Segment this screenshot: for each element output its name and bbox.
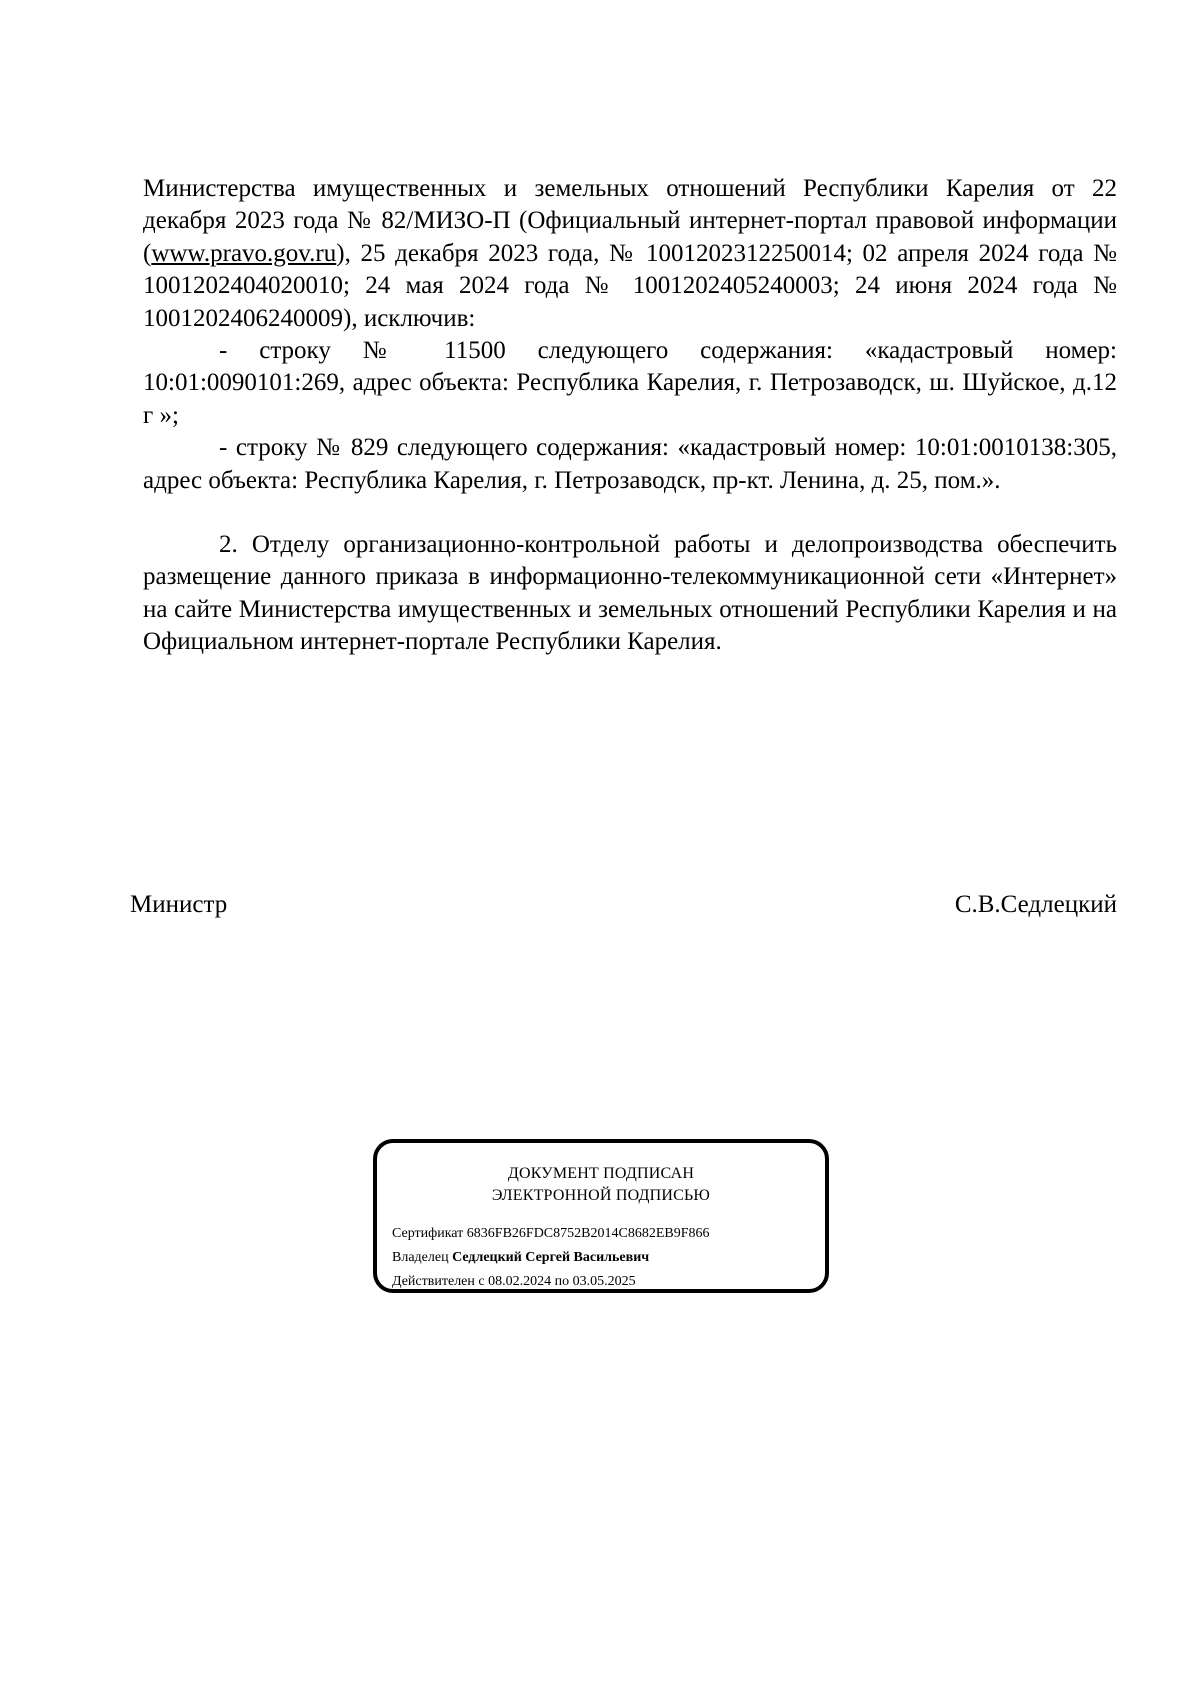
validity-from: 08.02.2024 xyxy=(488,1274,552,1289)
stamp-owner xyxy=(392,1249,649,1267)
stamp-title-line-1: ДОКУМЕНТ ПОДПИСАН xyxy=(507,1165,695,1182)
stamp-title xyxy=(377,1163,825,1207)
validity-label: Действителен с xyxy=(392,1274,485,1289)
pravo-gov-link[interactable]: www.pravo.gov.ru xyxy=(151,239,337,267)
validity-to: 03.05.2025 xyxy=(572,1274,636,1289)
exclusion-item-11500: - строку № 11500 следующего содержания: «кадастровый номер: 10:01:0090101:269, адрес объекта: Республика Карелия, г. Петрозаводск, ш. Шуйское, д.12 г »; xyxy=(143,337,1117,429)
paragraph-text-part-1: Министерства имущественных и земельных отношений Республики Карелия от 22 декабря 2023 года № 82/МИЗО-П (Официальный интернет-портал правовой информации ( xyxy=(143,175,1117,267)
paragraph-continuation xyxy=(143,173,1117,335)
signer-role: Министр xyxy=(130,891,228,918)
certificate-label: Сертификат xyxy=(392,1226,464,1241)
electronic-signature-stamp xyxy=(373,1139,829,1293)
validity-to-label: по xyxy=(554,1274,570,1289)
stamp-validity xyxy=(392,1273,636,1291)
document-body xyxy=(143,173,1117,659)
exclusion-item-829: - строку № 829 следующего содержания: «кадастровый номер: 10:01:0010138:305, адрес объекта: Республика Карелия, г. Петрозаводск, пр-кт. Ленина, д. 25, пом.». xyxy=(143,434,1117,494)
owner-value: Седлецкий Сергей Васильевич xyxy=(452,1250,650,1265)
stamp-title-line-2: ЭЛЕКТРОННОЙ ПОДПИСЬЮ xyxy=(491,1187,711,1204)
owner-label: Владелец xyxy=(392,1250,449,1265)
signer-name: С.В.Седлецкий xyxy=(954,891,1117,918)
certificate-value: 6836FB26FDC8752B2014C8682EB9F866 xyxy=(466,1226,710,1241)
stamp-certificate xyxy=(392,1225,710,1243)
paragraph-text-part-2: ), 25 декабря 2023 года, № 1001202312250014; 02 апреля 2024 года № 1001202404020010; 24 мая 2024 года № 1001202405240003; 24 июня 2024 года № 1001202406240009), исключив: xyxy=(143,239,1117,332)
section-2-paragraph: 2. Отделу организационно-контрольной работы и делопроизводства обеспечить размещение данного приказа в информационно-телекоммуникационной сети «Интернет» на сайте Министерства имущественных и земельных отношений Республики Карелия и на Официальном интернет-портале Республики Карелия. xyxy=(143,531,1117,656)
